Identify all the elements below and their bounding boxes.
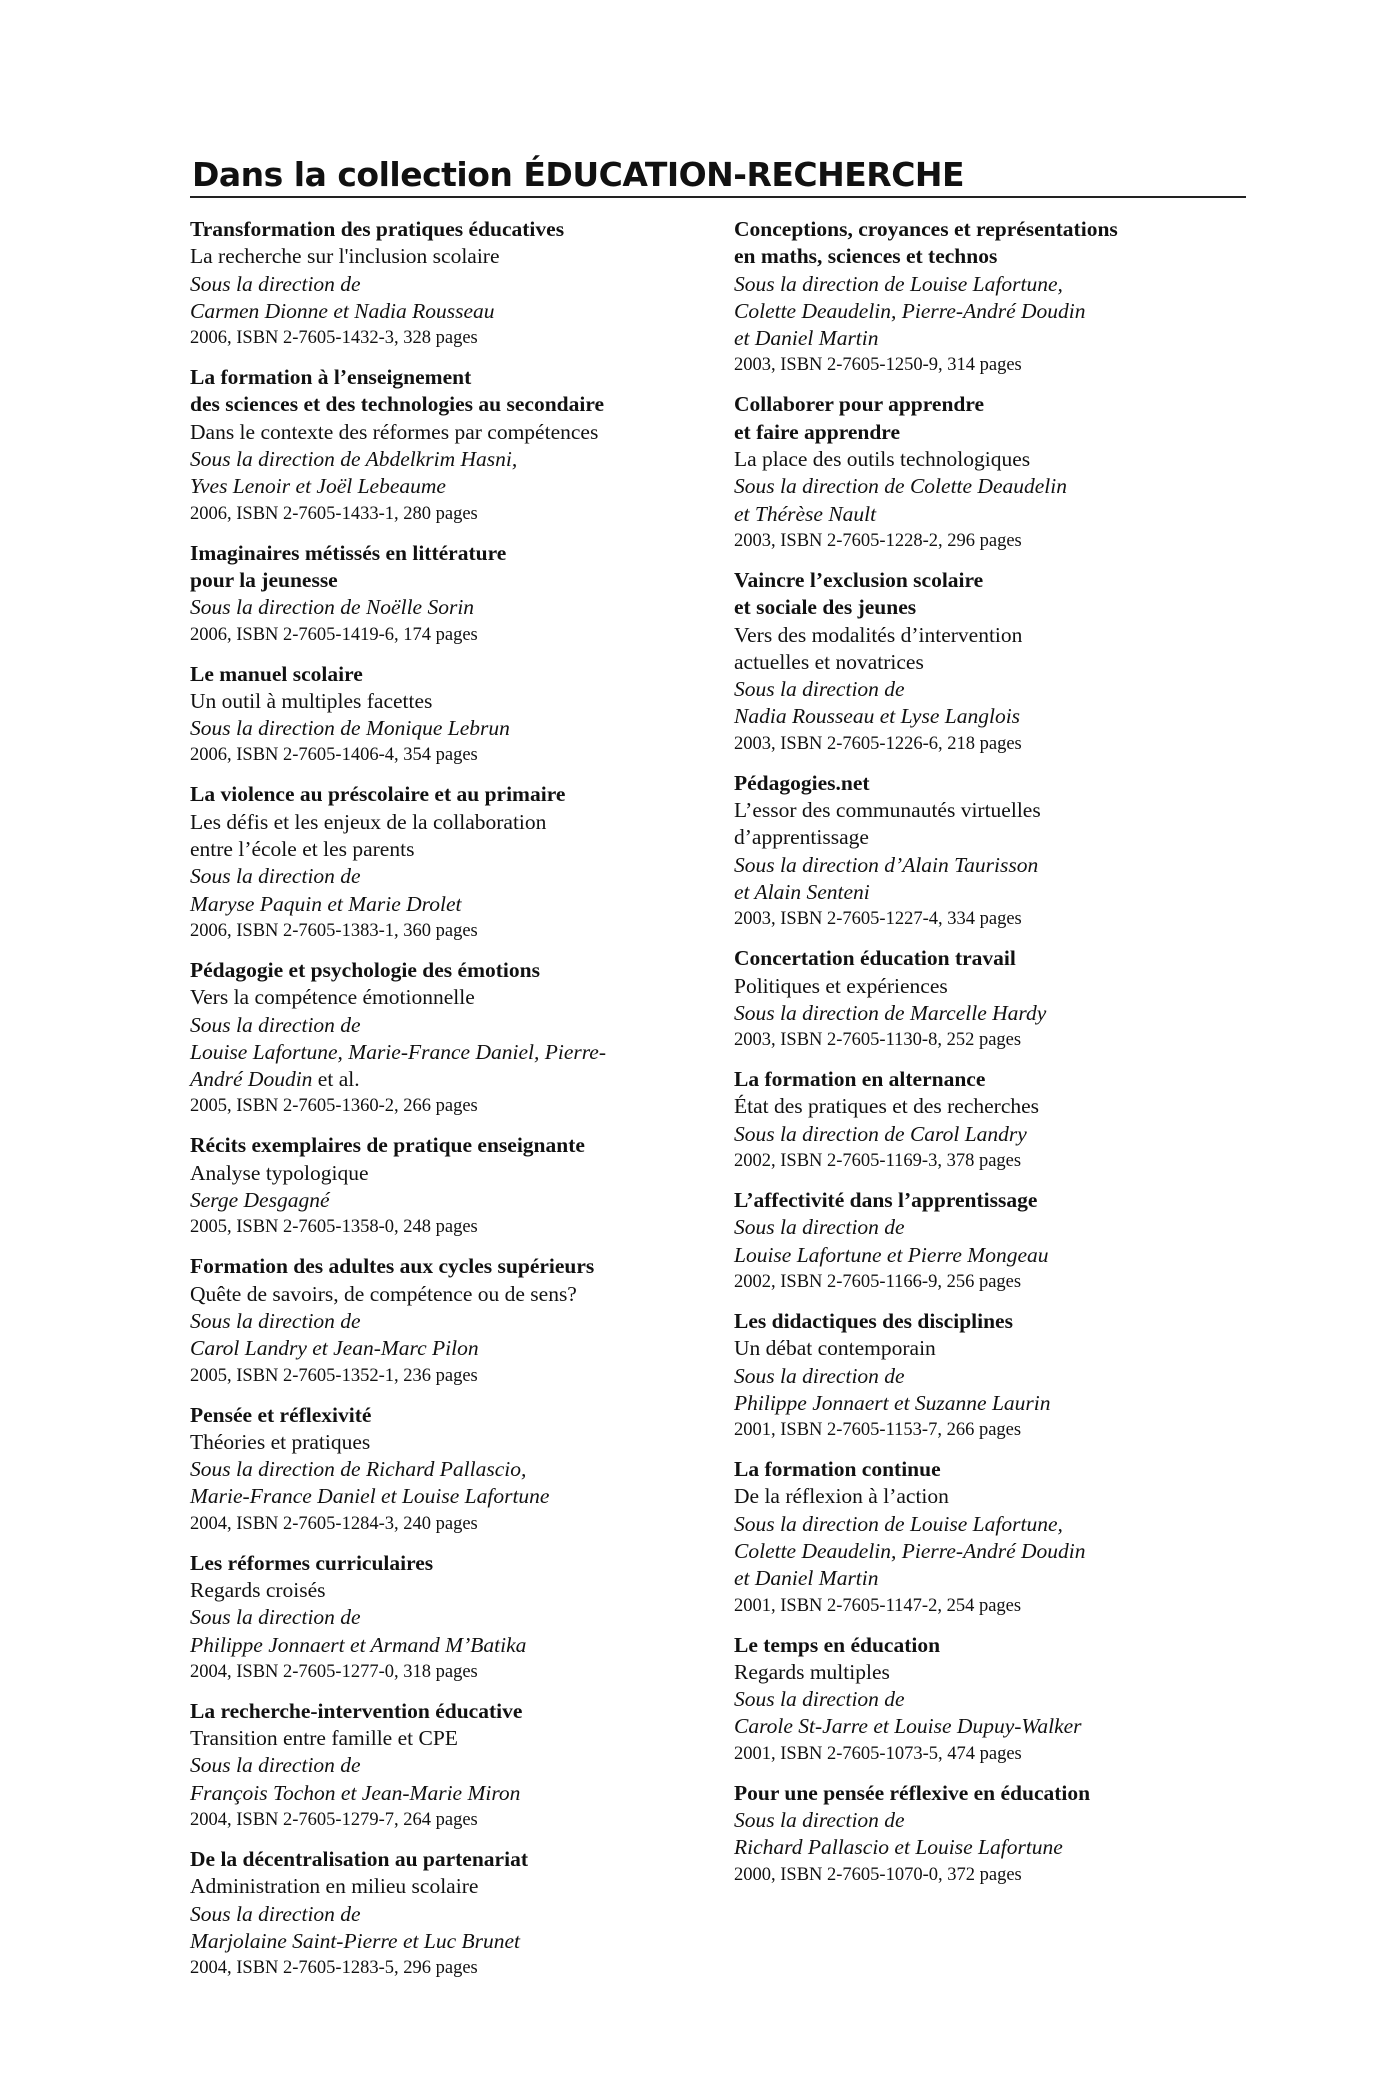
book-entry (190, 364, 720, 526)
book-title: Pédagogie et psychologie des émotions (190, 957, 540, 982)
book-publication-info: 2002, ISBN 2-7605-1169-3, 378 pages (734, 1151, 1022, 1172)
catalog-columns (190, 216, 1246, 1994)
book-subtitle: De la réflexion à l’action (734, 1484, 949, 1509)
book-title: Pensée et réflexivité (190, 1402, 372, 1427)
book-authors: Sous la direction de (734, 1808, 905, 1833)
book-subtitle: Regards croisés (190, 1577, 326, 1602)
book-title: Le manuel scolaire (190, 661, 363, 686)
right-column (734, 216, 1246, 1994)
book-subtitle: Vers des modalités d’intervention (734, 622, 1023, 647)
book-authors: Sous la direction de Noëlle Sorin (190, 595, 475, 620)
book-publication-info: 2006, ISBN 2-7605-1432-3, 328 pages (190, 328, 478, 349)
book-publication-info: 2005, ISBN 2-7605-1358-0, 248 pages (190, 1217, 478, 1238)
book-publication-info: 2003, ISBN 2-7605-1227-4, 334 pages (734, 909, 1022, 930)
book-title: pour la jeunesse (190, 567, 338, 592)
book-authors: Sous la direction de Marcelle Hardy (734, 1000, 1047, 1025)
book-publication-info: 2006, ISBN 2-7605-1419-6, 174 pages (190, 624, 478, 645)
book-subtitle: entre l’école et les parents (190, 837, 415, 862)
book-entry (190, 1402, 720, 1537)
book-publication-info: 2005, ISBN 2-7605-1360-2, 266 pages (190, 1096, 478, 1117)
book-authors: Sous la direction de (190, 864, 361, 889)
book-authors: Sous la direction de Louise Lafortune, (734, 1511, 1063, 1536)
book-entry (734, 1780, 1246, 1888)
book-entry (734, 1308, 1246, 1443)
book-authors: Sous la direction de (734, 677, 905, 702)
book-publication-info: 2001, ISBN 2-7605-1073-5, 474 pages (734, 1743, 1022, 1764)
book-authors: Sous la direction de Richard Pallascio, (190, 1457, 527, 1482)
book-subtitle: Administration en milieu scolaire (190, 1874, 479, 1899)
book-subtitle: La place des outils technologiques (734, 447, 1031, 472)
book-title: et faire apprendre (734, 419, 901, 444)
book-authors: Richard Pallascio et Louise Lafortune (734, 1835, 1063, 1860)
book-authors: Philippe Jonnaert et Armand M’Batika (190, 1632, 527, 1657)
book-authors: Colette Deaudelin, Pierre-André Doudin (734, 1538, 1086, 1563)
book-publication-info: 2006, ISBN 2-7605-1406-4, 354 pages (190, 745, 478, 766)
left-column (190, 216, 720, 1994)
book-title: La formation continue (734, 1457, 941, 1482)
book-authors: Sous la direction de (734, 1215, 905, 1240)
book-title: La violence au préscolaire et au primaire (190, 782, 566, 807)
book-subtitle: Quête de savoirs, de compétence ou de sens? (190, 1281, 577, 1306)
book-entry (190, 661, 720, 769)
book-title: La formation en alternance (734, 1067, 986, 1092)
book-authors: Sous la direction de Louise Lafortune, (734, 271, 1063, 296)
book-title: en maths, sciences et technos (734, 244, 998, 269)
book-subtitle: État des pratiques et des recherches (734, 1094, 1040, 1119)
book-subtitle: Vers la compétence émotionnelle (190, 985, 475, 1010)
book-authors: Sous la direction de (734, 1687, 905, 1712)
book-title: Récits exemplaires de pratique enseignante (190, 1133, 585, 1158)
book-title: des sciences et des technologies au secondaire (190, 392, 605, 417)
book-subtitle: d’apprentissage (734, 825, 869, 850)
collection-heading: Dans la collection ÉDUCATION-RECHERCHE (190, 155, 1246, 198)
book-authors: Sous la direction de (190, 1308, 361, 1333)
book-authors: et Daniel Martin (734, 1566, 879, 1591)
book-authors: Yves Lenoir et Joël Lebeaume (190, 474, 446, 499)
book-subtitle: La recherche sur l'inclusion scolaire (190, 244, 500, 269)
book-subtitle: Dans le contexte des réformes par compétences (190, 419, 599, 444)
book-authors: Marie-France Daniel et Louise Lafortune (190, 1484, 550, 1509)
book-title: La recherche-intervention éducative (190, 1698, 523, 1723)
book-authors: Colette Deaudelin, Pierre-André Doudin (734, 298, 1086, 323)
book-authors: Sous la direction de (190, 271, 361, 296)
book-authors: Maryse Paquin et Marie Drolet (190, 891, 462, 916)
book-entry (734, 1632, 1246, 1767)
book-publication-info: 2003, ISBN 2-7605-1130-8, 252 pages (734, 1030, 1022, 1051)
book-entry (734, 216, 1246, 378)
book-authors: André Doudin (190, 1067, 313, 1092)
book-entry (190, 1698, 720, 1833)
book-authors: Sous la direction de Carol Landry (734, 1121, 1027, 1146)
book-entry (734, 391, 1246, 553)
book-subtitle: Analyse typologique (190, 1160, 369, 1185)
book-entry (190, 1132, 720, 1240)
book-title: De la décentralisation au partenariat (190, 1847, 528, 1872)
book-title: Collaborer pour apprendre (734, 392, 985, 417)
book-authors: Carmen Dionne et Nadia Rousseau (190, 298, 495, 323)
book-authors: Sous la direction de (190, 1753, 361, 1778)
book-title: Le temps en éducation (734, 1632, 941, 1657)
book-subtitle: Théories et pratiques (190, 1429, 371, 1454)
book-entry (734, 567, 1246, 757)
book-entry (190, 216, 720, 351)
book-authors: et Thérèse Nault (734, 501, 877, 526)
book-publication-info: 2004, ISBN 2-7605-1277-0, 318 pages (190, 1661, 478, 1682)
book-title: Formation des adultes aux cycles supérieurs (190, 1254, 595, 1279)
book-publication-info: 2004, ISBN 2-7605-1279-7, 264 pages (190, 1810, 478, 1831)
book-authors: Sous la direction de (190, 1901, 361, 1926)
book-subtitle: actuelles et novatrices (734, 649, 924, 674)
book-title: Concertation éducation travail (734, 946, 1016, 971)
book-publication-info: 2006, ISBN 2-7605-1383-1, 360 pages (190, 920, 478, 941)
book-subtitle: Un débat contemporain (734, 1336, 936, 1361)
book-authors: François Tochon et Jean-Marie Miron (190, 1780, 521, 1805)
book-subtitle: Les défis et les enjeux de la collaboration (190, 809, 547, 834)
book-title: Imaginaires métissés en littérature (190, 540, 507, 565)
book-authors: Sous la direction d’Alain Taurisson (734, 852, 1039, 877)
book-publication-info: 2000, ISBN 2-7605-1070-0, 372 pages (734, 1864, 1022, 1885)
book-title: L’affectivité dans l’apprentissage (734, 1188, 1038, 1213)
book-publication-info: 2003, ISBN 2-7605-1250-9, 314 pages (734, 355, 1022, 376)
book-authors: Sous la direction de (190, 1012, 361, 1037)
book-title: La formation à l’enseignement (190, 365, 472, 390)
book-title: Conceptions, croyances et représentations (734, 217, 1118, 241)
catalog-page (190, 155, 1246, 1994)
book-entry (190, 540, 720, 648)
book-title: Vaincre l’exclusion scolaire (734, 567, 984, 592)
book-publication-info: 2004, ISBN 2-7605-1283-5, 296 pages (190, 1958, 478, 1979)
book-authors-line (190, 1066, 720, 1093)
book-title: Les réformes curriculaires (190, 1550, 434, 1575)
book-publication-info: 2006, ISBN 2-7605-1433-1, 280 pages (190, 503, 478, 524)
book-authors: et Daniel Martin (734, 326, 879, 351)
book-subtitle: Transition entre famille et CPE (190, 1726, 458, 1751)
book-authors: Sous la direction de Abdelkrim Hasni, (190, 447, 518, 472)
book-authors-suffix: et al. (312, 1067, 360, 1092)
book-subtitle: Un outil à multiples facettes (190, 688, 433, 713)
book-publication-info: 2004, ISBN 2-7605-1284-3, 240 pages (190, 1513, 478, 1534)
book-authors: et Alain Senteni (734, 879, 870, 904)
book-entry (190, 1550, 720, 1685)
book-authors: Serge Desgagné (190, 1188, 330, 1213)
book-authors: Carole St-Jarre et Louise Dupuy-Walker (734, 1714, 1082, 1739)
book-authors: Louise Lafortune, Marie-France Daniel, Pierre- (190, 1039, 606, 1064)
book-entry (734, 1066, 1246, 1174)
book-subtitle: L’essor des communautés virtuelles (734, 798, 1041, 823)
book-title: Pédagogies.net (734, 770, 870, 795)
book-authors: Marjolaine Saint-Pierre et Luc Brunet (190, 1928, 521, 1953)
book-authors: Nadia Rousseau et Lyse Langlois (734, 704, 1021, 729)
book-authors: Louise Lafortune et Pierre Mongeau (734, 1242, 1049, 1267)
book-title: Transformation des pratiques éducatives (190, 217, 565, 241)
book-authors: Carol Landry et Jean-Marc Pilon (190, 1336, 479, 1361)
book-entry (734, 770, 1246, 932)
book-publication-info: 2002, ISBN 2-7605-1166-9, 256 pages (734, 1271, 1022, 1292)
book-authors: Sous la direction de (190, 1605, 361, 1630)
book-authors: Philippe Jonnaert et Suzanne Laurin (734, 1390, 1051, 1415)
book-title: Les didactiques des disciplines (734, 1308, 1013, 1333)
book-publication-info: 2003, ISBN 2-7605-1228-2, 296 pages (734, 530, 1022, 551)
book-title: et sociale des jeunes (734, 595, 917, 620)
book-publication-info: 2003, ISBN 2-7605-1226-6, 218 pages (734, 733, 1022, 754)
book-authors: Sous la direction de (734, 1363, 905, 1388)
book-entry (190, 1846, 720, 1981)
book-authors: Sous la direction de Colette Deaudelin (734, 474, 1067, 499)
book-subtitle: Regards multiples (734, 1659, 890, 1684)
book-publication-info: 2001, ISBN 2-7605-1147-2, 254 pages (734, 1595, 1022, 1616)
book-publication-info: 2001, ISBN 2-7605-1153-7, 266 pages (734, 1420, 1022, 1441)
book-authors: Sous la direction de Monique Lebrun (190, 716, 510, 741)
book-subtitle: Politiques et expériences (734, 973, 948, 998)
book-entry (734, 1456, 1246, 1618)
book-entry (734, 1187, 1246, 1295)
book-entry (190, 781, 720, 943)
book-publication-info: 2005, ISBN 2-7605-1352-1, 236 pages (190, 1365, 478, 1386)
book-entry (190, 957, 720, 1119)
book-entry (190, 1253, 720, 1388)
book-entry (734, 945, 1246, 1053)
book-title: Pour une pensée réflexive en éducation (734, 1780, 1091, 1805)
